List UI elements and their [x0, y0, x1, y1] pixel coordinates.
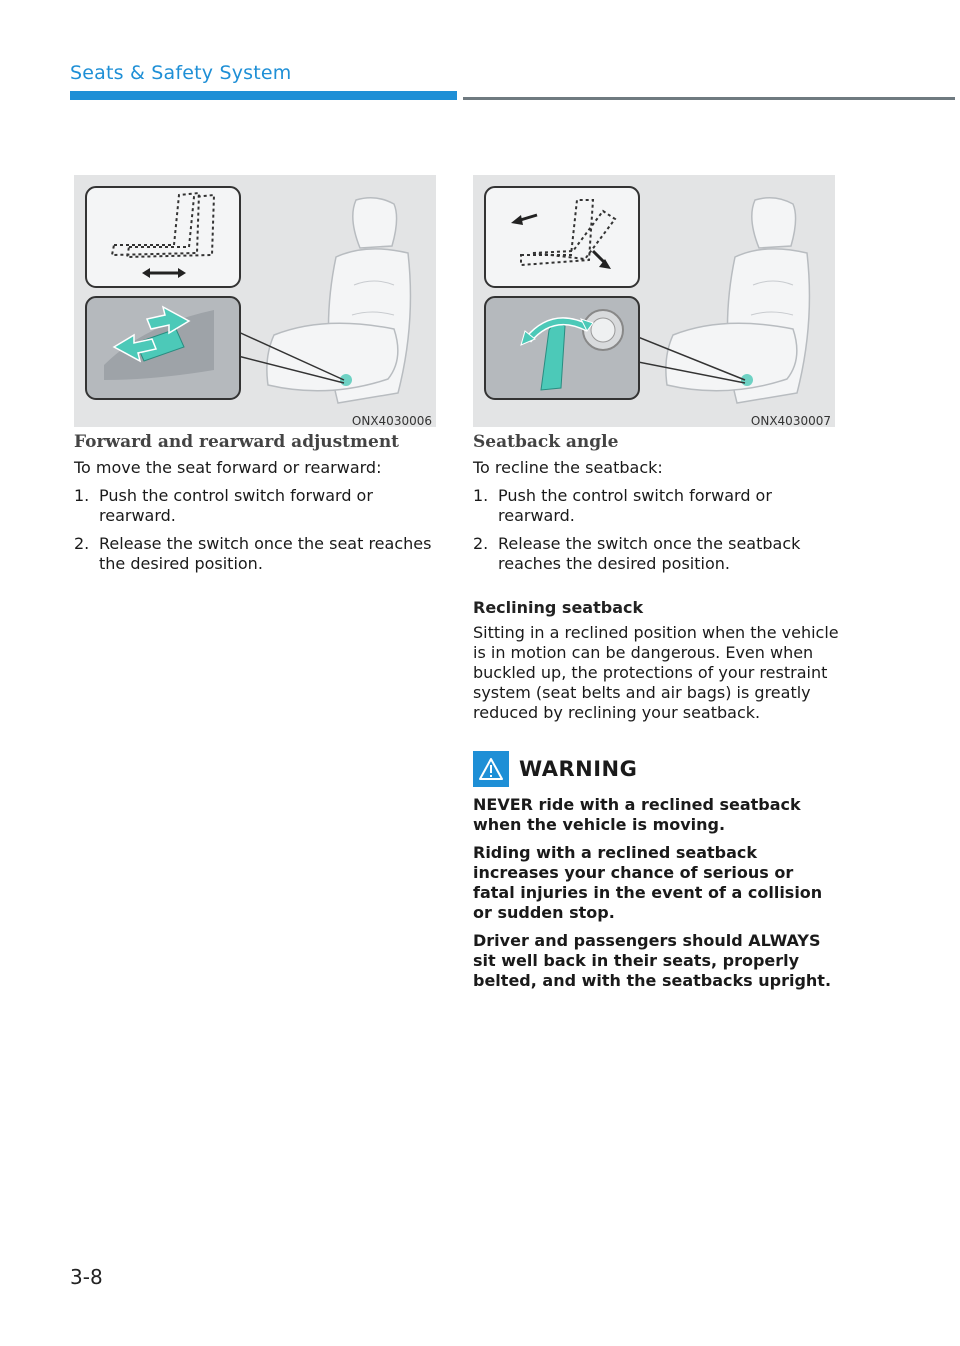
warning-triangle-icon: [473, 751, 509, 787]
reclining-seatback-heading: Reclining seatback: [473, 598, 644, 617]
list-item: [473, 534, 839, 574]
list-item: [473, 486, 839, 526]
figure-forward-rearward: [74, 175, 436, 427]
page-number: 3-8: [70, 1265, 103, 1289]
seatback-angle-heading: Seatback angle: [473, 432, 619, 452]
header-rule-blue: [70, 91, 457, 100]
figure-code: ONX4030006: [351, 414, 432, 428]
figure-seatback-angle: [473, 175, 835, 427]
right-column: [473, 432, 839, 999]
step-number: 1.: [74, 486, 90, 505]
seatback-angle-intro: To recline the seatback:: [473, 458, 663, 477]
step-text: Push the control switch forward or rearward.: [99, 486, 373, 525]
figure-code: ONX4030007: [750, 414, 831, 428]
seat-illustration-seatback: [473, 175, 835, 427]
forward-rearward-heading: Forward and rearward adjustment: [74, 432, 400, 452]
step-number: 1.: [473, 486, 489, 505]
warning-text: NEVER ride with a reclined seatback when the vehicle is moving.: [473, 795, 801, 834]
step-text: Release the switch once the seat reaches the desired position.: [99, 534, 432, 573]
reclining-seatback-text: Sitting in a reclined position when the vehicle is in motion can be dangerous. Even when buckled up, the protections of your restraint system (seat belts and air bags) is greatly reduced by reclining your seatback.: [473, 623, 839, 722]
forward-rearward-intro: To move the seat forward or rearward:: [74, 458, 382, 477]
section-title: Seats & Safety System: [70, 62, 292, 84]
warning-text: Riding with a reclined seatback increases your chance of serious or fatal injuries in the event of a collision or sudden stop.: [473, 843, 823, 922]
seatback-angle-steps: [473, 486, 839, 574]
step-text: Push the control switch forward or rearward.: [498, 486, 772, 525]
list-item: [74, 486, 440, 526]
warning-header: [473, 751, 839, 787]
step-number: 2.: [74, 534, 90, 553]
step-text: Release the switch once the seatback reaches the desired position.: [498, 534, 801, 573]
warning-title: WARNING: [519, 757, 638, 781]
list-item: [74, 534, 440, 574]
header-rule-gray: [463, 97, 955, 100]
warning-text: Driver and passengers should ALWAYS sit well back in their seats, properly belted, and with the seatbacks upright.: [473, 931, 832, 990]
seat-illustration-forward: [74, 175, 436, 427]
forward-rearward-steps: [74, 486, 440, 574]
step-number: 2.: [473, 534, 489, 553]
left-column: [74, 432, 440, 582]
